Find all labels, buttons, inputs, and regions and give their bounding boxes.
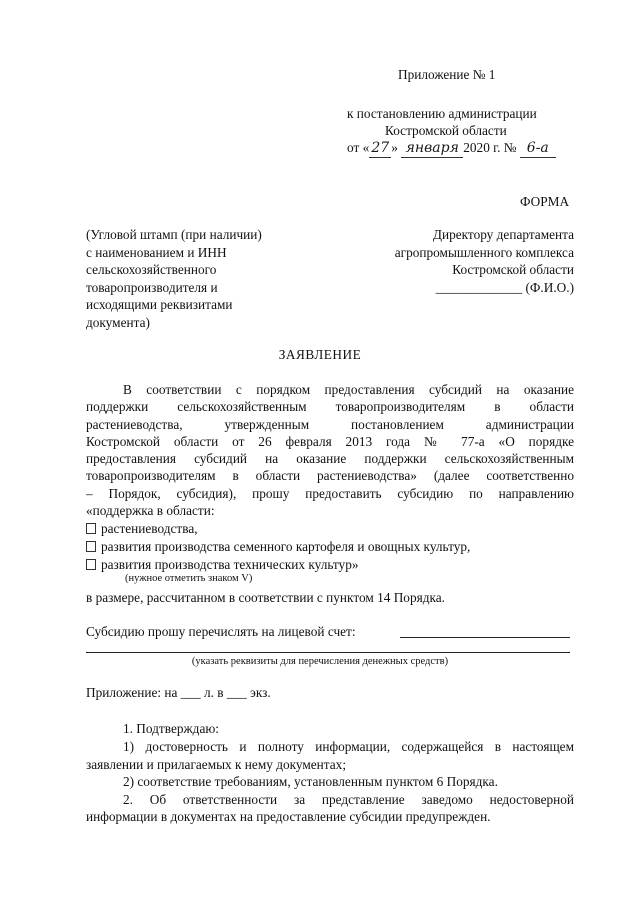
body-paragraph	[86, 381, 574, 519]
responsibility-line: 2. Об ответственности за представление заведомо недостоверной	[123, 791, 574, 807]
confirm-heading: 1. Подтверждаю:	[123, 721, 219, 736]
checkbox[interactable]	[86, 559, 96, 570]
options-list	[86, 520, 470, 574]
fio-label: (Ф.И.О.)	[525, 279, 574, 295]
account-details-line	[86, 652, 570, 653]
amount-line: в размере, рассчитанном в соответствии с пунктом 14 Порядка.	[86, 590, 445, 605]
option-label: развития производства технических культур»	[101, 557, 359, 572]
stamp-line: документа)	[86, 314, 150, 330]
responsibility-line: информации в документах на предоставление субсидии предупрежден.	[86, 809, 491, 824]
addressee-line: агропромышленного комплекса	[394, 244, 574, 260]
checkbox[interactable]	[86, 541, 96, 552]
stamp-line: товаропроизводителя и	[86, 279, 218, 295]
mark-note: (нужное отметить знаком V)	[125, 573, 253, 584]
date-mid: »	[391, 140, 398, 155]
option-item	[86, 520, 470, 538]
confirm-line: 2) соответствие требованиям, установленным пунктом 6 Порядка.	[123, 774, 498, 789]
addressee-line: Директору департамента	[432, 227, 574, 242]
body-line: товаропроизводителям в области растениеводства» (далее соответственно	[86, 468, 574, 484]
fio-blank: _____________	[435, 279, 523, 295]
body-line: «поддержка в области:	[86, 503, 215, 519]
form-label: ФОРМА	[520, 194, 570, 209]
stamp-line: (Угловой штамп (при наличии)	[86, 227, 262, 242]
region-line: Костромской области	[385, 123, 507, 138]
addressee-line: Костромской области	[452, 262, 574, 277]
stamp-block	[86, 226, 262, 331]
stamp-line: исходящими реквизитами	[86, 297, 233, 312]
addressee-fio-line	[348, 279, 574, 297]
account-hint: (указать реквизиты для перечисления денежных средств)	[191, 656, 449, 667]
confirm-line: 1) достоверность и полноту информации, содержащейся в настоящем	[123, 739, 574, 754]
document-title: ЗАЯВЛЕНИЕ	[278, 347, 362, 362]
account-blank-line	[400, 637, 570, 638]
resolution-line: к постановлению администрации	[347, 106, 537, 121]
body-line: В соответствии с порядком предоставления субсидий на оказание	[123, 382, 574, 397]
date-day: 27	[369, 140, 391, 158]
body-line: – Порядок, субсидия), прошу предоставить субсидию по направлению	[86, 485, 574, 501]
date-number: 6-а	[520, 140, 556, 158]
attachment-line: Приложение: на ___ л. в ___ экз.	[86, 685, 271, 700]
confirm-line: заявлении и прилагаемых к нему документах;	[86, 756, 347, 772]
date-prefix: от «	[347, 140, 370, 155]
option-item	[86, 538, 470, 556]
body-line: предоставления субсидий на оказание поддержки сельскохозяйственным	[86, 451, 574, 467]
checkbox[interactable]	[86, 523, 96, 534]
body-line: Костромской области от 26 февраля 2013 года № 77-а «О порядке	[86, 433, 574, 449]
body-line: растениеводства, утвержденным постановлением администрации	[86, 416, 574, 432]
account-label: Субсидию прошу перечислять на лицевой счет:	[86, 624, 356, 639]
appendix-label: Приложение № 1	[398, 67, 496, 82]
date-month: января	[401, 140, 463, 158]
confirm-block	[86, 738, 574, 826]
date-line	[347, 139, 556, 158]
body-line: поддержки сельскохозяйственным товаропроизводителям в области	[86, 399, 574, 415]
option-label: растениеводства,	[101, 521, 198, 536]
stamp-line: сельскохозяйственного	[86, 262, 217, 277]
option-item	[86, 556, 470, 574]
stamp-line: с наименованием и ИНН	[86, 244, 227, 260]
date-year: 2020 г. №	[463, 140, 517, 155]
addressee-block	[348, 226, 574, 296]
option-label: развития производства семенного картофеля и овощных культур,	[101, 539, 471, 554]
